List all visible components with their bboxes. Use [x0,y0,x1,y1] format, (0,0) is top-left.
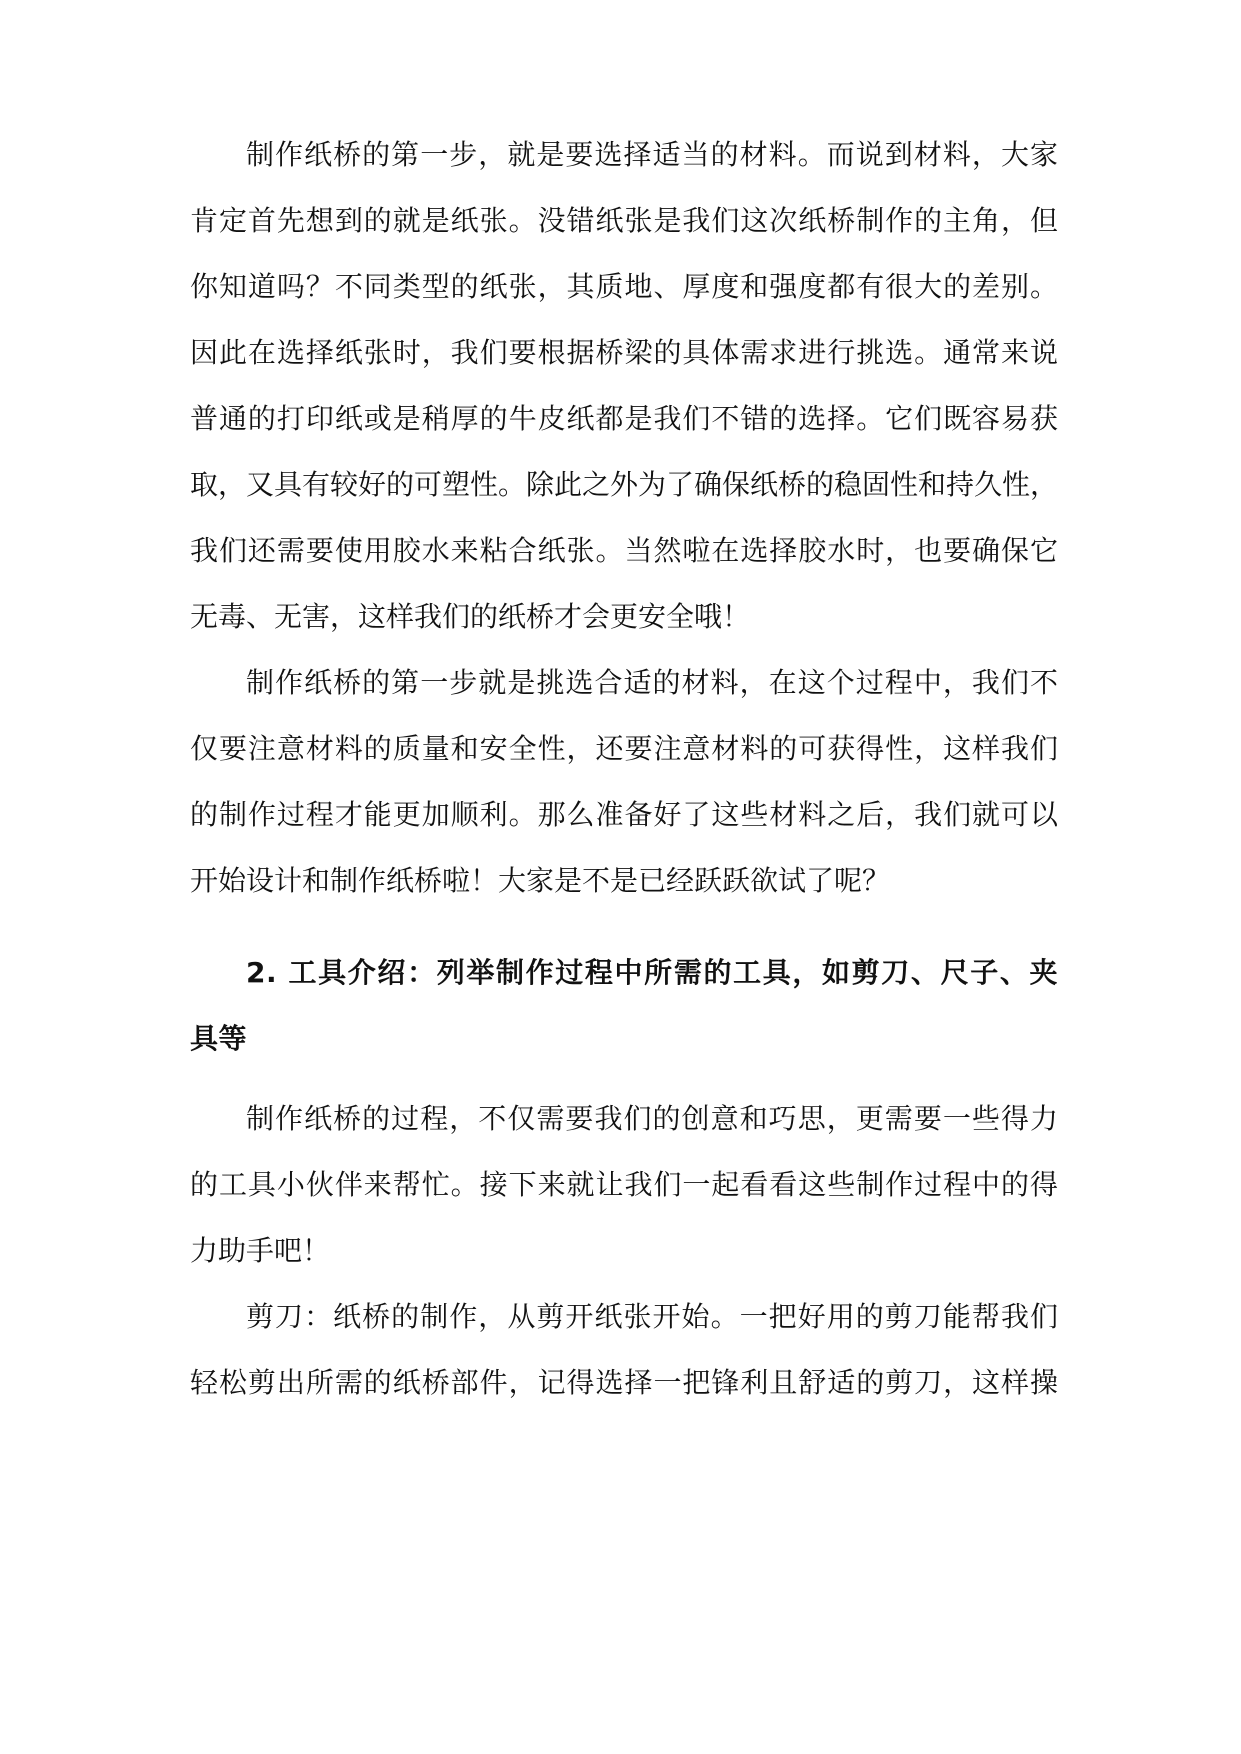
paragraph-2-line-3: 的制作过程才能更加顺利。那么准备好了这些材料之后，我们就可以 [190,798,1058,831]
section-heading-line-2: 具等 [190,1022,248,1055]
paragraph-1-line-1: 制作纸桥的第一步，就是要选择适当的材料。而说到材料，大家 [246,138,1058,171]
paragraph-1-line-8: 无毒、无害，这样我们的纸桥才会更安全哦！ [190,600,751,633]
paragraph-3-line-3: 力助手吧！ [190,1234,331,1267]
paragraph-2-line-1: 制作纸桥的第一步就是挑选合适的材料，在这个过程中，我们不 [246,666,1058,699]
paragraph-1-line-3: 你知道吗？不同类型的纸张，其质地、厚度和强度都有很大的差别。 [190,270,1058,303]
paragraph-4-line-1: 剪刀：纸桥的制作，从剪开纸张开始。一把好用的剪刀能帮我们 [246,1300,1058,1333]
paragraph-1-line-2: 肯定首先想到的就是纸张。没错纸张是我们这次纸桥制作的主角，但 [190,204,1058,237]
paragraph-1-line-5: 普通的打印纸或是稍厚的牛皮纸都是我们不错的选择。它们既容易获 [190,402,1058,435]
paragraph-2-line-4: 开始设计和制作纸桥啦！大家是不是已经跃跃欲试了呢？ [190,864,891,897]
paragraph-3-line-1: 制作纸桥的过程，不仅需要我们的创意和巧思，更需要一些得力 [246,1102,1058,1135]
paragraph-1-line-4: 因此在选择纸张时，我们要根据桥梁的具体需求进行挑选。通常来说 [190,336,1058,369]
paragraph-4-line-2: 轻松剪出所需的纸桥部件，记得选择一把锋利且舒适的剪刀，这样操 [190,1366,1058,1399]
section-heading-line-1: 2. 工具介绍：列举制作过程中所需的工具，如剪刀、尺子、夹 [246,956,1058,989]
paragraph-1-line-6: 取，又具有较好的可塑性。除此之外为了确保纸桥的稳固性和持久性， [190,468,1059,501]
paragraph-2-line-2: 仅要注意材料的质量和安全性，还要注意材料的可获得性，这样我们 [190,732,1058,765]
paragraph-3-line-2: 的工具小伙伴来帮忙。接下来就让我们一起看看这些制作过程中的得 [190,1168,1058,1201]
paragraph-1-line-7: 我们还需要使用胶水来粘合纸张。当然啦在选择胶水时，也要确保它 [190,534,1058,567]
